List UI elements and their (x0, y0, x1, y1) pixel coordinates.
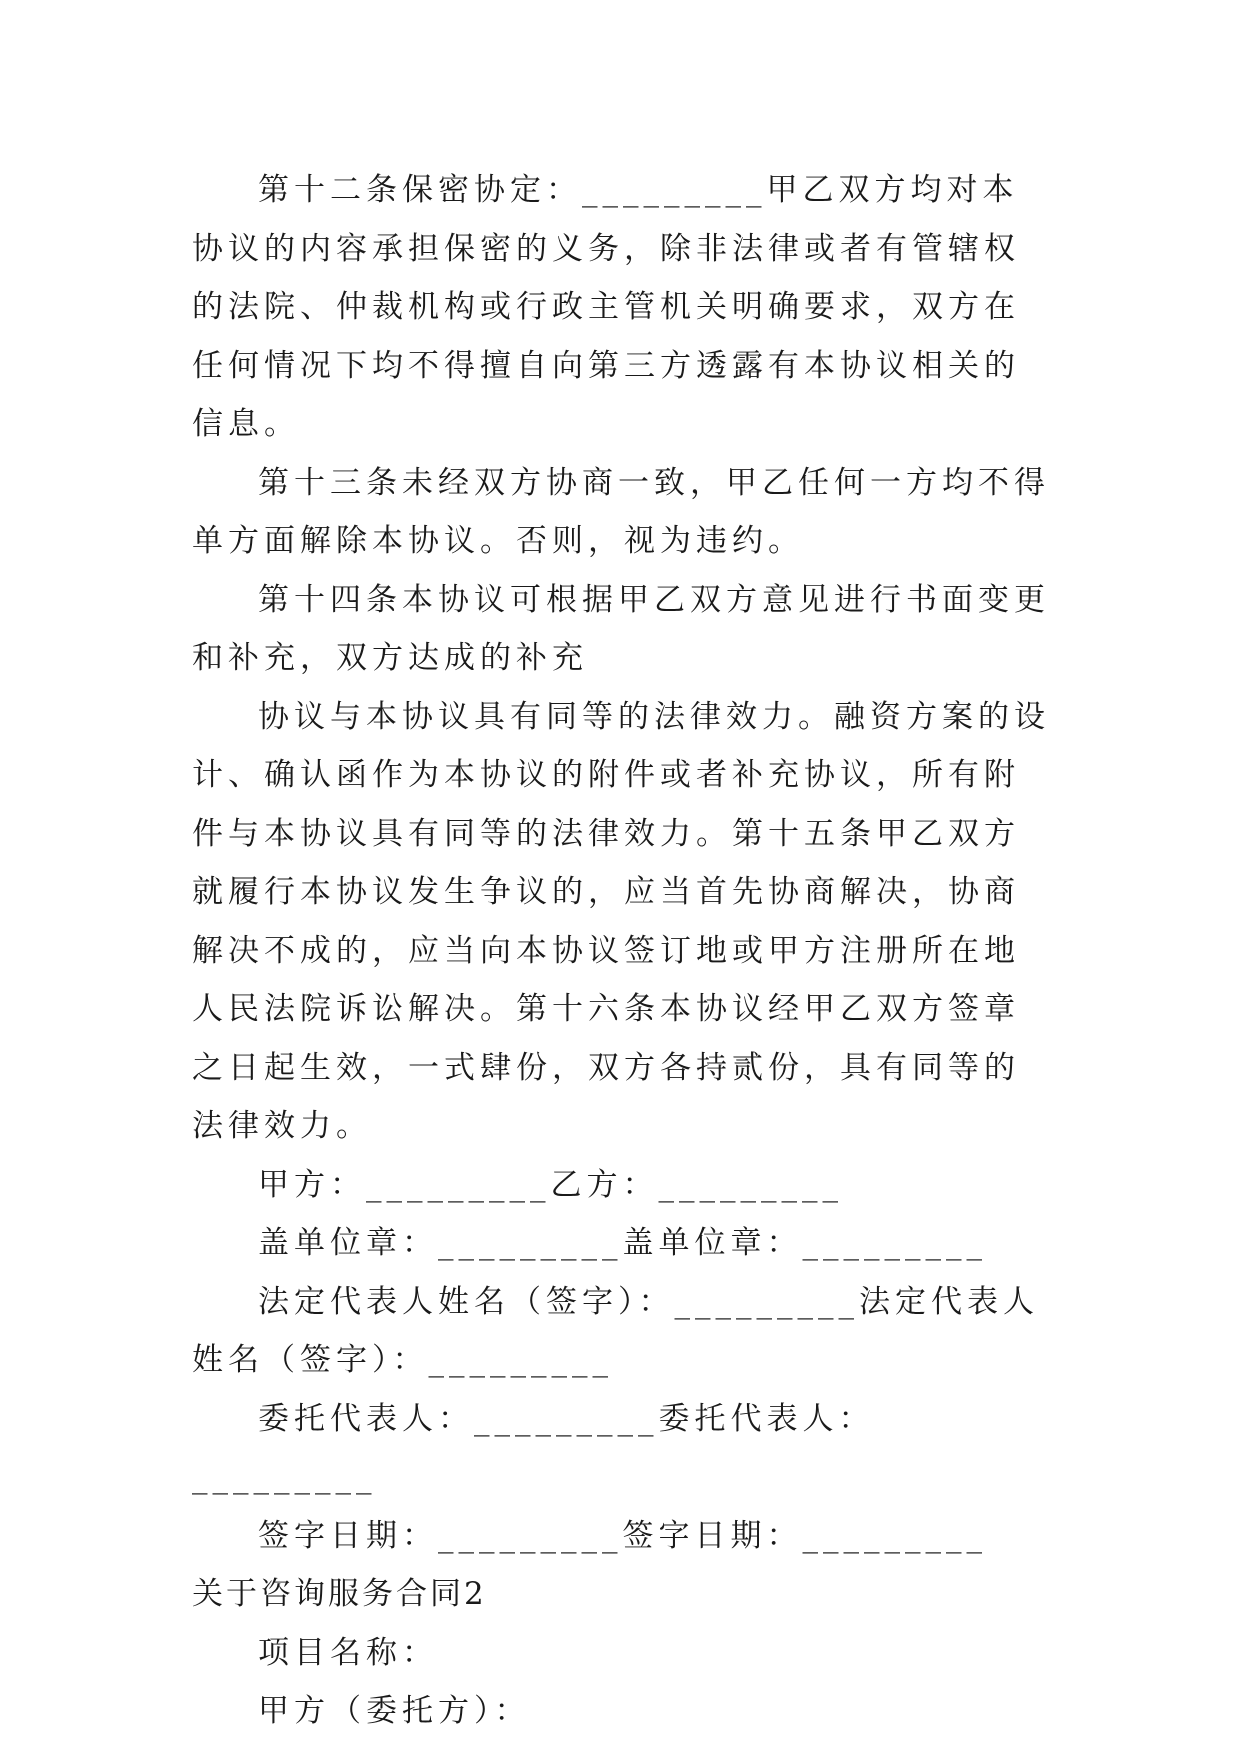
signature-party-line: 甲方：_________乙方：_________ (258, 1166, 843, 1203)
clause-12-confidentiality: 第十二条保密协定：_________甲乙双方均对本协议的内容承担保密的义务，除非法律或者有管辖权的法院、仲裁机构或行政主管机关明确要求，双方在任何情况下均不得擅自向第三方透露有本协议相关的信息。 (192, 172, 1020, 442)
signature-date-line: 签字日期：_________签字日期：_________ (258, 1517, 987, 1554)
signature-seal-line: 盖单位章：_________盖单位章：_________ (258, 1225, 987, 1261)
signature-legal-rep-line: 法定代表人姓名（签字）：_________法定代表人姓名（签字）：_________ (192, 1283, 1039, 1378)
clause-13-termination: 第十三条未经双方协商一致，甲乙任何一方均不得单方面解除本协议。否则，视为违约。 (192, 464, 1050, 559)
clause-14-amendment: 第十四条本协议可根据甲乙双方意见进行书面变更和补充，双方达成的补充 (192, 581, 1050, 676)
document-body (192, 161, 1052, 1741)
clause-14-continued: 协议与本协议具有同等的法律效力。融资方案的设计、确认函作为本协议的附件或者补充协议，所有附件与本协议具有同等的法律效力。第十五条甲乙双方就履行本协议发生争议的，应当首先协商解决，协商解决不成的，应当向本协议签订地或甲方注册所在地人民法院诉讼解决。第十六条本协议经甲乙双方签章之日起生效，一式肆份，双方各持贰份，具有同等的法律效力。 (192, 698, 1050, 1144)
project-name-line: 项目名称： (258, 1634, 438, 1671)
party-a-client-line: 甲方（委托方）： (258, 1693, 531, 1729)
signature-authorized-rep-line: 委托代表人：_________委托代表人：_________ (192, 1400, 875, 1495)
section-title: 关于咨询服务合同2 (192, 1576, 487, 1612)
